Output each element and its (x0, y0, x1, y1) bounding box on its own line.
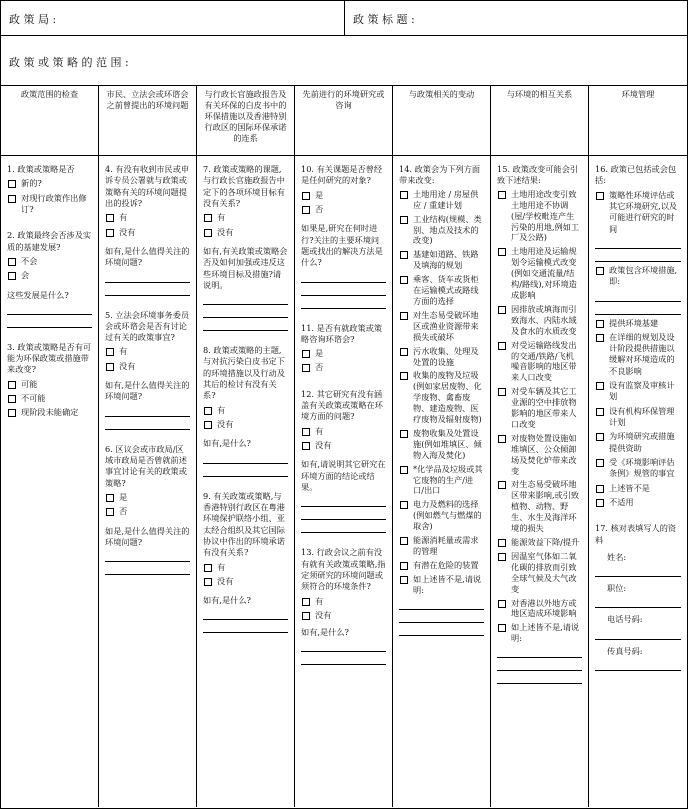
checkbox[interactable] (498, 481, 506, 489)
column-environment-interaction (491, 86, 589, 807)
checkbox[interactable] (8, 272, 16, 280)
question-text: 7. 政策或策略的课题,与行政长官施政报告中定下的各项环境目标有没有关系? (203, 164, 285, 208)
checkbox[interactable] (400, 348, 408, 356)
option-label: 因排放或填海而引致海水、内陆水域及食水的水质改变 (511, 303, 577, 336)
answer-line[interactable] (497, 647, 582, 658)
option-row[interactable] (497, 537, 582, 548)
option-row[interactable] (595, 332, 681, 377)
option-row[interactable] (301, 348, 386, 359)
option-label: 设有机构环保管理计划 (609, 405, 675, 427)
option-row[interactable] (203, 562, 288, 573)
column-header: 政策范围的检查 (1, 86, 98, 156)
followup-text: 如有,有关政策或策略会否及如何加强或违反这些环境目标及措施?请说明。 (203, 245, 288, 290)
option-row[interactable] (301, 204, 386, 215)
question-text: 10. 有关课题是否曾经是任何研究的对象? (301, 164, 383, 186)
question-text: 8. 政策或策略的主题,与对抗污染白皮书定下的环境措施以及行动及其后的检讨有没有关系? (203, 345, 285, 401)
checkbox[interactable] (302, 442, 310, 450)
answer-line[interactable] (203, 294, 288, 305)
option-row[interactable] (301, 426, 386, 437)
answer-line[interactable] (595, 566, 681, 577)
checkbox[interactable] (8, 409, 16, 417)
option-row[interactable] (105, 492, 190, 503)
option-row[interactable] (203, 576, 288, 587)
checkbox[interactable] (596, 267, 604, 275)
option-row[interactable] (203, 227, 288, 238)
option-label: 没有 (315, 609, 332, 620)
answer-line[interactable] (399, 599, 484, 610)
answer-line[interactable] (203, 622, 288, 633)
answer-line[interactable] (105, 406, 190, 417)
option-row[interactable] (203, 405, 288, 416)
checkbox[interactable] (596, 382, 604, 390)
checkbox[interactable] (400, 216, 408, 224)
option-label: 污水收集、处理及处置的设施 (413, 345, 479, 367)
option-label: 提供环境基建 (609, 317, 659, 328)
option-label: 现阶段未能确定 (21, 407, 79, 418)
checkbox[interactable] (106, 494, 114, 502)
option-label: 可能 (21, 378, 38, 389)
checkbox[interactable] (302, 598, 310, 606)
answer-line[interactable] (105, 564, 190, 575)
followup-text: 如有,是什么值得关注的环境问题? (105, 245, 190, 268)
option-label: 土地用途改变引致土地用途不协调(屋/学校毗连产生污染的用地,例如工厂及公路) (511, 188, 580, 243)
option-label: 收集的废物及垃圾(例如家居废物、化学废物、禽畜废物、建造废物、医疗废物及辐射废物) (413, 370, 482, 425)
option-label: 能源效益下降/提升 (511, 537, 580, 547)
checkbox[interactable] (596, 485, 604, 493)
option-row[interactable] (301, 362, 386, 373)
checkbox[interactable] (8, 258, 16, 266)
option-label: 乘客、货车或货柜在运输模式或路线方面的选择 (413, 274, 479, 306)
option-row[interactable] (497, 340, 582, 384)
option-row[interactable] (7, 256, 92, 267)
column-previous-issues (99, 86, 197, 807)
option-label: 有 (217, 404, 226, 415)
option-row[interactable] (7, 407, 92, 418)
column-previous-studies (295, 86, 393, 807)
question-text: 9. 有关政策或策略,与香港特别行政区在粤港环境保护联络小组、亚太经合组织及其它国际协议中作出的环境承诺有没有关系? (203, 490, 285, 558)
option-row[interactable] (595, 457, 681, 480)
option-label: 不可能 (21, 393, 46, 404)
option-label: 政策包含环境措施,即: (609, 264, 678, 287)
form-header (1, 1, 687, 36)
option-row[interactable] (105, 346, 190, 357)
option-label: 是 (315, 189, 324, 200)
option-row[interactable] (399, 189, 484, 211)
question-text: 1. 政策或策略是否 (7, 164, 75, 174)
checkbox[interactable] (400, 576, 408, 584)
answer-line[interactable] (105, 285, 190, 296)
option-row[interactable] (399, 249, 484, 271)
checklist-table (1, 86, 687, 807)
option-label: 工业结构(规模、类别、地点及技术的改变) (413, 213, 482, 246)
option-row[interactable] (595, 483, 681, 494)
column-header: 与行政长官施政报告及有关环保的白皮书中的环保措施以及香港特别行政区的国际环保承诺的连系 (197, 86, 294, 156)
option-row[interactable] (595, 190, 681, 235)
answer-line[interactable] (203, 320, 288, 331)
option-label: 否 (315, 362, 324, 373)
option-label: 有 (119, 212, 128, 223)
checkbox[interactable] (204, 407, 212, 415)
checkbox[interactable] (596, 192, 604, 200)
answer-line[interactable] (301, 522, 386, 533)
question-text: 6. 区议会或市政局/区域市政局是否曾就前述事宜讨论有关的政策或策略? (105, 443, 187, 488)
column-header: 与环境的相互关系 (491, 86, 588, 156)
option-label: 没有 (217, 575, 234, 586)
option-row[interactable] (7, 178, 92, 189)
answer-line[interactable] (301, 641, 386, 652)
option-row[interactable] (595, 318, 681, 329)
question-text: 15. 政策改变可能会引致下述结果: (497, 164, 579, 185)
checkbox[interactable] (8, 395, 16, 403)
answer-line[interactable] (399, 625, 484, 636)
checkbox[interactable] (8, 195, 16, 203)
question-text: 2. 政策最终会否涉及实质的基建发展? (7, 230, 92, 252)
checkbox[interactable] (8, 180, 16, 188)
answer-line[interactable] (203, 453, 288, 464)
checkbox[interactable] (400, 372, 408, 380)
option-row[interactable] (301, 190, 386, 201)
checkbox[interactable] (498, 624, 506, 632)
question-text: 16. 政策已包括或会包括: (595, 164, 677, 186)
option-row[interactable] (497, 433, 582, 477)
option-row[interactable] (105, 212, 190, 223)
option-label: 有 (217, 561, 226, 572)
option-row[interactable] (497, 246, 582, 301)
checkbox[interactable] (498, 539, 506, 547)
option-label: 如上述皆不是,请说明: (511, 622, 580, 644)
checkbox[interactable] (596, 433, 604, 441)
option-row[interactable] (399, 535, 484, 557)
answer-line[interactable] (7, 317, 92, 328)
checkbox[interactable] (400, 191, 408, 199)
checkbox[interactable] (400, 276, 408, 284)
option-label: 对受运输路线发出的交通/铁路/飞机噪音影响的地区带来人口改变 (511, 339, 577, 383)
checkbox[interactable] (596, 334, 604, 342)
option-label: 有 (119, 346, 128, 357)
option-label: 对现行政策作出修订? (21, 192, 87, 214)
option-label: 废物收集及处置设施(例如堆填区、倾物入海及焚化) (413, 427, 482, 460)
checkbox[interactable] (498, 553, 506, 561)
field-label-phone: 电话号码: (607, 614, 643, 625)
column-policy-links (197, 86, 295, 807)
followup-text: 如有,是什么? (203, 438, 251, 449)
checkbox[interactable] (106, 348, 114, 356)
answer-line[interactable] (301, 654, 386, 665)
option-label: 有潜在危险的装置 (413, 559, 479, 570)
checkbox[interactable] (106, 363, 114, 371)
option-label: 对生态易受破坏地区带来影响,或引致植物、动物、野生、水生及海洋环境的损失 (511, 479, 580, 534)
option-label: 不适用 (609, 496, 634, 507)
option-label: 在详细的规划及设计阶段提供措施以缓解对环境造成的不良影响 (609, 331, 675, 376)
option-row[interactable] (399, 499, 484, 532)
option-row[interactable] (399, 310, 484, 343)
question-text: 11. 是否有就政策或策略咨询环谘会? (301, 322, 383, 344)
option-row[interactable] (105, 506, 190, 517)
question-text: 3. 政策或策略是否有可能为环保政策或措施带来改变? (7, 341, 92, 375)
option-label: 否 (119, 506, 128, 517)
option-row[interactable] (399, 370, 484, 425)
option-row[interactable] (595, 497, 681, 508)
answer-line[interactable] (7, 304, 92, 315)
followup-text: 如有,是什么值得关注的环境问题? (105, 380, 190, 402)
checkbox[interactable] (8, 381, 16, 389)
checkbox[interactable] (400, 430, 408, 438)
followup-text: 如有,请说明其它研究在环境方面的结论或结果。 (301, 459, 386, 492)
option-label: 没有 (119, 360, 136, 371)
policy-scope-label: 政 策 或 策 略 的 范 围 : (1, 36, 687, 86)
column-policy-changes (393, 86, 491, 807)
option-row[interactable] (399, 464, 484, 497)
checkbox[interactable] (204, 421, 212, 429)
followup-text: 如是,是什么值得关注的环境问题? (105, 525, 190, 547)
option-row[interactable] (203, 212, 288, 223)
option-label: 否 (315, 203, 324, 214)
answer-line[interactable] (301, 272, 386, 283)
option-label: 上述皆不是 (609, 482, 650, 493)
answer-line[interactable] (595, 597, 681, 608)
option-row[interactable] (497, 479, 582, 534)
checkbox[interactable] (204, 229, 212, 237)
option-label: 没有 (217, 419, 234, 429)
option-label: 对受车辆及其它工业源的空中排放物影响的地区带来人口改变 (511, 386, 577, 429)
option-label: 没有 (217, 226, 234, 237)
option-label: 没有 (119, 226, 136, 237)
option-row[interactable] (399, 214, 484, 247)
option-row[interactable] (399, 560, 484, 571)
answer-line[interactable] (203, 609, 288, 620)
checkbox[interactable] (498, 342, 506, 350)
checkbox[interactable] (498, 248, 506, 256)
answer-line[interactable] (595, 304, 681, 315)
answer-line[interactable] (203, 466, 288, 477)
followup-text: 如有,是什么? (203, 595, 251, 606)
checkbox[interactable] (498, 306, 506, 314)
option-label: 对生态易受破坏地区或渔业资源带来损失或破坏 (413, 309, 479, 342)
answer-line[interactable] (595, 291, 681, 302)
option-row[interactable] (399, 574, 484, 596)
answer-line[interactable] (497, 673, 582, 684)
option-row[interactable] (497, 622, 582, 644)
column-header: 环境管理 (589, 86, 687, 156)
option-row[interactable] (7, 393, 92, 404)
answer-line[interactable] (203, 307, 288, 318)
option-row[interactable] (497, 189, 582, 244)
option-label: 新的? (21, 178, 42, 189)
option-label: 土地用途 / 房屋供应 / 重建计划 (413, 188, 479, 210)
option-row[interactable] (105, 361, 190, 372)
checkbox[interactable] (204, 214, 212, 222)
column-header: 市民、立法会或环谘会之前曾提出的环境问题 (99, 86, 196, 156)
checkbox[interactable] (400, 501, 408, 509)
followup-text: 如有,是什么? (301, 627, 349, 638)
answer-line[interactable] (595, 660, 681, 671)
checkbox[interactable] (596, 320, 604, 328)
option-label: 有 (217, 212, 226, 223)
field-label-position: 职位: (607, 583, 627, 594)
checkbox[interactable] (302, 428, 310, 436)
question-text: 12. 其它研究有没有涵盖有关政策或策略在环境方面的问题? (301, 388, 383, 422)
option-row[interactable] (301, 610, 386, 621)
option-label: 是 (119, 491, 128, 502)
answer-line[interactable] (595, 629, 681, 640)
option-row[interactable] (7, 193, 92, 216)
option-label: 对废物处置设施如堆填区、公众倾卸场及焚化炉带来改变 (511, 432, 577, 476)
checkbox[interactable] (204, 564, 212, 572)
checkbox[interactable] (400, 562, 408, 570)
checkbox[interactable] (106, 508, 114, 516)
checkbox[interactable] (302, 206, 310, 214)
answer-line[interactable] (497, 660, 582, 671)
answer-line[interactable] (105, 551, 190, 562)
option-label: 如上述皆不是,请说明: (413, 573, 482, 595)
question-text: 14. 政策会为下列方面带来改变: (399, 164, 481, 185)
checkbox[interactable] (400, 251, 408, 259)
checkbox[interactable] (302, 350, 310, 358)
option-row[interactable] (7, 379, 92, 390)
field-label-name: 姓名: (607, 551, 627, 562)
option-label: 有 (315, 425, 324, 436)
question-text: 17. 核对表填写人的资料 (595, 523, 677, 545)
answer-line[interactable] (595, 251, 681, 262)
option-row[interactable] (595, 406, 681, 429)
option-label: 策略性环境评估或其它环境研究,以及可能进行研究的时间 (609, 189, 678, 234)
question-text: 4. 有没有收到市民或申诉专员公署就与政策或策略有关的环境问题提出的投诉? (105, 164, 190, 208)
followup-text: 这些发展是什么? (7, 289, 69, 300)
policy-title-label: 政 策 标 题 : (353, 13, 415, 26)
option-label: 电力及燃料的选择(例如燃气与燃煤的取舍) (413, 499, 482, 532)
option-label: 因温室气体如二氧化碳的排放而引致全球气候及大气改变 (511, 550, 577, 594)
checkbox[interactable] (106, 214, 114, 222)
checkbox[interactable] (498, 600, 506, 608)
option-row[interactable] (203, 419, 288, 430)
answer-line[interactable] (301, 298, 386, 309)
checkbox[interactable] (498, 388, 506, 396)
option-row[interactable] (497, 598, 582, 620)
answer-line[interactable] (595, 238, 681, 249)
option-row[interactable] (497, 551, 582, 595)
answer-line[interactable] (399, 612, 484, 623)
option-row[interactable] (595, 380, 681, 403)
field-label-fax: 传真号码: (607, 645, 643, 656)
checkbox[interactable] (400, 312, 408, 320)
option-row[interactable] (105, 227, 190, 238)
column-header: 与政策相关的变动 (393, 86, 490, 156)
option-row[interactable] (399, 428, 484, 461)
checkbox[interactable] (302, 192, 310, 200)
checkbox[interactable] (596, 408, 604, 416)
checkbox[interactable] (302, 612, 310, 620)
question-text: 13. 行政会议之前有没有就有关政策或策略,指定须研究的环境问题或须符合的环境条件? (301, 547, 386, 592)
option-label: 设有监察及审核计划 (609, 380, 675, 402)
checkbox[interactable] (106, 229, 114, 237)
followup-text: 如果是,研究在何时进行?关注的主要环境问题或找出的解决方法是什么? (301, 223, 383, 268)
column-environment-management (589, 86, 687, 807)
option-label: 受《环境影响评估条例》规管的事宜 (609, 456, 675, 479)
option-label: 为环境研究或措施提供资助 (609, 431, 675, 453)
option-label: 没有 (315, 440, 332, 450)
option-label: 土地用途及运输规划令运输模式改变(例如交通流量/结构/路线),对环境造成影响 (511, 246, 577, 300)
policy-bureau-label: 政 策 局 : (1, 1, 345, 35)
option-label: *化学品及垃圾或其它废物的生产/进口/出口 (413, 463, 483, 496)
option-row[interactable] (399, 274, 484, 307)
option-row[interactable] (595, 431, 681, 454)
checkbox[interactable] (400, 466, 408, 474)
option-label: 基建如道路、铁路及填海的规划 (413, 249, 479, 271)
option-row[interactable] (301, 596, 386, 607)
answer-line[interactable] (301, 285, 386, 296)
option-label: 不会 (21, 255, 38, 266)
checkbox[interactable] (498, 435, 506, 443)
column-scope-review (1, 86, 99, 807)
answer-line[interactable] (105, 272, 190, 283)
checkbox[interactable] (596, 499, 604, 507)
checkbox[interactable] (204, 578, 212, 586)
checkbox[interactable] (498, 191, 506, 199)
option-row[interactable] (595, 265, 681, 288)
column-header: 先前进行的环境研究或咨询 (295, 86, 392, 156)
option-label: 能源消耗量或需求的管理 (413, 535, 479, 556)
option-label: 是 (315, 348, 324, 359)
option-row[interactable] (7, 270, 92, 281)
option-label: 有 (315, 595, 324, 606)
checkbox[interactable] (302, 364, 310, 372)
option-label: 会 (21, 270, 30, 281)
option-row[interactable] (497, 386, 582, 430)
answer-line[interactable] (105, 419, 190, 430)
question-text: 5. 立法会环境事务委员会或环谘会是否有讨论过有关的政策事宜? (105, 309, 190, 343)
option-row[interactable] (497, 304, 582, 337)
answer-line[interactable] (301, 496, 386, 507)
checkbox[interactable] (400, 537, 408, 545)
option-label: 对香港以外地方或地区造成环境影响 (511, 597, 577, 619)
option-row[interactable] (301, 440, 386, 451)
checkbox[interactable] (596, 459, 604, 467)
option-row[interactable] (399, 346, 484, 368)
answer-line[interactable] (301, 509, 386, 520)
